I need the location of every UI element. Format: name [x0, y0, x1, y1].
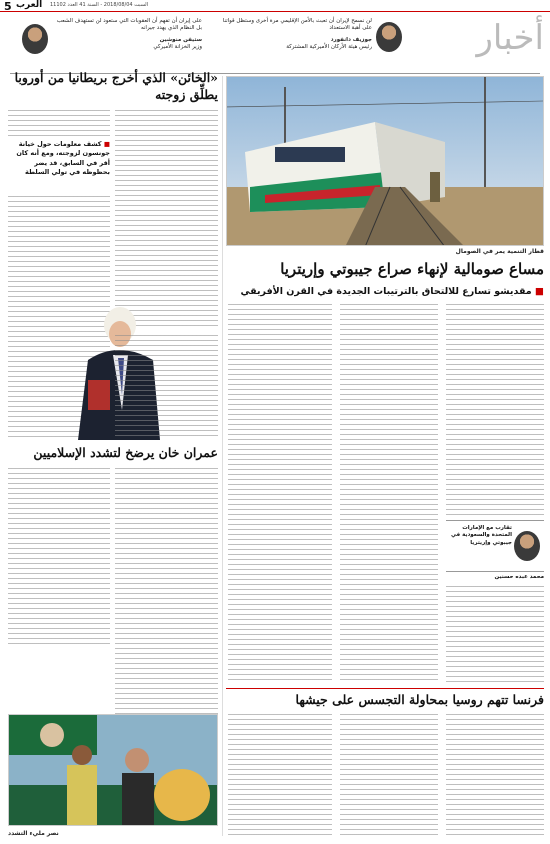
johnson-kicker [8, 140, 110, 178]
newspaper-logo: العرب [16, 0, 43, 10]
supporters-image [8, 715, 217, 826]
france-body-col-2 [340, 714, 438, 836]
lead-body-col-1b [446, 586, 544, 684]
column-separator [222, 76, 223, 836]
france-rule [226, 688, 544, 689]
lead-body-col-3 [228, 304, 332, 684]
quote-mnuchin [52, 18, 202, 70]
dateline: السبت 2018/08/04 - السنة 41 العدد 11102 [50, 2, 148, 8]
quote-role: وزير الخزانة الأميركي [153, 44, 202, 51]
author-avatar [514, 531, 540, 561]
imran-body-col-2 [8, 468, 110, 644]
france-body-col-3 [228, 714, 332, 836]
bullet-icon: ■ [101, 140, 110, 148]
avatar-mnuchin [22, 24, 48, 54]
quote-name: جوزيف دانفورد [330, 36, 372, 43]
imran-headline: عمران خان يرضخ لتشدد الإسلاميين [33, 445, 218, 460]
quote-dunford [222, 18, 372, 70]
johnson-body-col-1 [115, 110, 218, 330]
france-headline: فرنسا تتهم روسيا بمحاولة التجسس على جيشها [295, 692, 544, 707]
author-name: محمد عبده حسنين [494, 574, 544, 580]
johnson-kicker-text: كشف معلومات حول خيانة جونسون لزوجته، ومع أنه كان أقر في السابق، قد يضر بحظوظه في تولي السلطة [16, 140, 110, 177]
quote-text: على إيران أن تفهم أن العقوبات التي ستعود لن تستهدف الشعب بل النظام الذي يهدد جيرانه [56, 18, 202, 32]
lead-body-col-2 [340, 304, 438, 684]
johnson-body-col-2 [8, 110, 110, 136]
lead-body-col-1 [446, 304, 544, 518]
imran-body-col-1 [115, 468, 218, 718]
quote-role: رئيس هيئة الأركان الأميركية المشتركة [286, 44, 372, 51]
train-image [226, 77, 543, 246]
author-box [446, 520, 544, 572]
section-title: أخبار [476, 18, 544, 58]
quote-name: ستيفن منوشين [159, 36, 202, 43]
bullet-icon: ■ [531, 286, 544, 297]
page-number: 5 [4, 0, 12, 13]
lead-photo [226, 76, 544, 246]
quote-text: لن نسمح لإيران أن تعبث بالأمن الإقليمي مرة أخرى وستظل قواتنا على أهبة الاستعداد [222, 18, 372, 32]
imran-photo [8, 714, 218, 826]
france-body-col-1 [446, 714, 544, 836]
johnson-headline: «الخائن» الذي أخرج بريطانيا من أوروبا يطلِّق زوجته [14, 70, 218, 102]
lead-photo-caption: قطار التنمية يمر في الصومال [455, 248, 544, 255]
author-inset-caption: تقارب مع الإمارات المتحدة والسعودية في جيبوتي وإريتريا [450, 525, 512, 546]
lead-subhead-text: مقديشو تسارع للالتحاق بالترتيبات الجديدة في القرن الأفريقي [240, 286, 532, 297]
imran-caption: نصر مليء التشدد [8, 830, 59, 837]
avatar-dunford [376, 22, 402, 52]
johnson-body-col-1b [115, 335, 218, 440]
lead-subhead [229, 286, 544, 297]
lead-headline: مساع صومالية لإنهاء صراع جيبوتي وإريتريا [280, 260, 544, 278]
